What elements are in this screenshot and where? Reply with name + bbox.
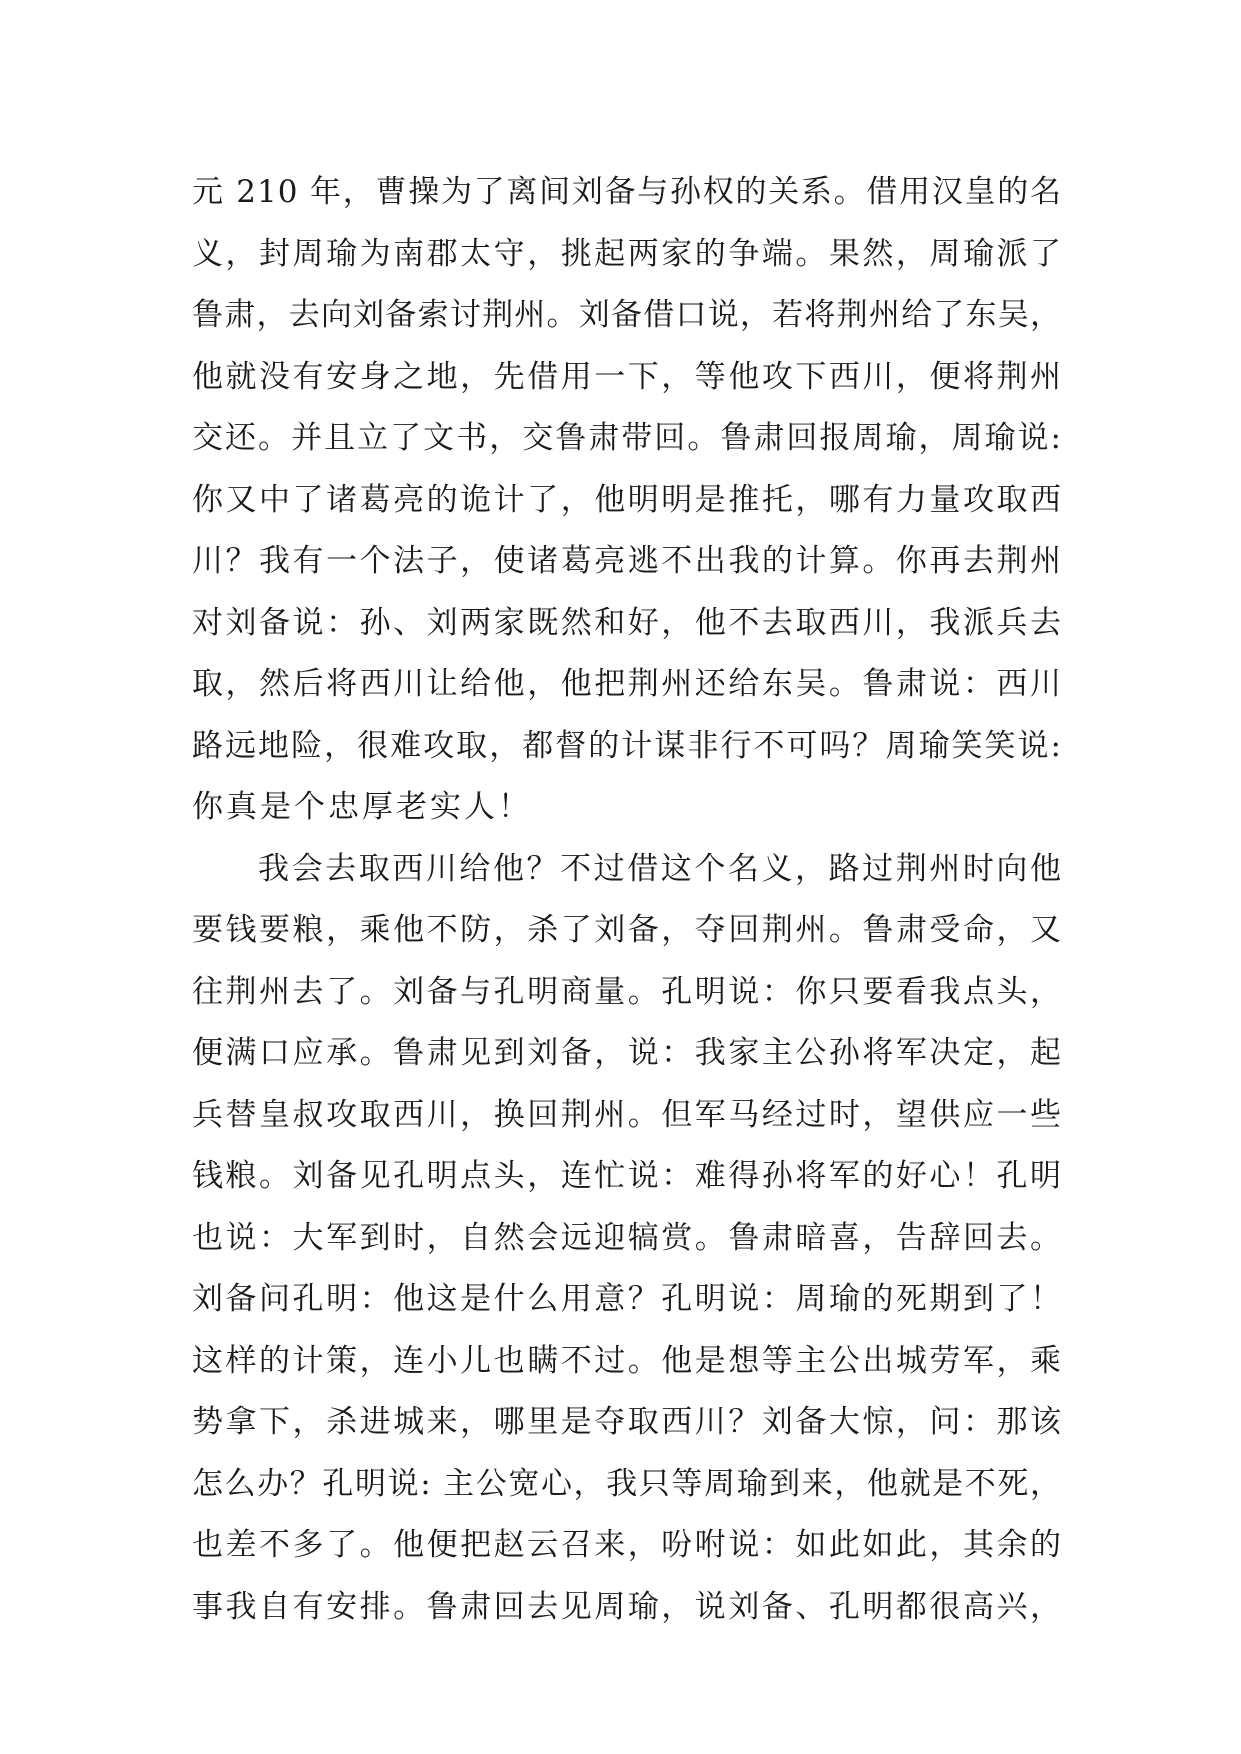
text-line: 往荆州去了。刘备与孔明商量。孔明说：你只要看我点头， (192, 973, 1062, 1010)
text-line: 便满口应承。鲁肃见到刘备，说：我家主公孙将军决定，起 (192, 1035, 1062, 1071)
text-line: 取，然后将西川让给他，他把荆州还给东吴。鲁肃说：西川 (192, 666, 1062, 702)
text-line: 也差不多了。他便把赵云召来，吩咐说：如此如此，其余的 (192, 1527, 1062, 1563)
text-line: 你真是个忠厚老实人！ (192, 789, 532, 825)
text-line: 怎么办？孔明说: 主公宽心，我只等周瑜到来，他就是不死， (192, 1465, 1062, 1502)
text-line: 路远地险，很难攻取，都督的计谋非行不可吗？周瑜笑笑说: (192, 727, 1062, 764)
text-line: 义，封周瑜为南郡太守，挑起两家的争端。果然，周瑜派了 (192, 235, 1062, 272)
text-line: 交还。并且立了文书，交鲁肃带回。鲁肃回报周瑜，周瑜说: (192, 420, 1062, 456)
text-line: 我会去取西川给他？不过借这个名义，路过荆州时向他 (258, 850, 1062, 887)
text-line: 川？我有一个法子，使诸葛亮逃不出我的计算。你再去荆州 (192, 543, 1062, 579)
text-line: 元 210 年，曹操为了离间刘备与孙权的关系。借用汉皇的名 (192, 174, 1062, 210)
text-line: 要钱要粮，乘他不防，杀了刘备，夺回荆州。鲁肃受命，又 (192, 912, 1062, 948)
text-line: 钱粮。刘备见孔明点头，连忙说：难得孙将军的好心！孔明 (192, 1158, 1062, 1194)
text-line: 鲁肃，去向刘备索讨荆州。刘备借口说，若将荆州给了东吴， (192, 297, 1062, 333)
text-line: 兵替皇叔攻取西川，换回荆州。但军马经过时，望供应一些 (192, 1096, 1062, 1133)
text-line: 这样的计策，连小儿也瞒不过。他是想等主公出城劳军，乘 (192, 1342, 1062, 1379)
text-line: 你又中了诸葛亮的诡计了，他明明是推托，哪有力量攻取西 (192, 481, 1062, 518)
body-text (192, 162, 1062, 1638)
text-line: 他就没有安身之地，先借用一下，等他攻下西川，便将荆州 (192, 358, 1062, 395)
text-line: 刘备问孔明：他这是什么用意？孔明说：周瑜的死期到了！ (192, 1281, 1062, 1317)
paragraph-1 (192, 162, 1062, 839)
text-line: 事我自有安排。鲁肃回去见周瑜，说刘备、孔明都很高兴， (192, 1588, 1062, 1625)
text-line: 势拿下，杀进城来，哪里是夺取西川？刘备大惊，问：那该 (192, 1404, 1062, 1440)
text-line: 对刘备说：孙、刘两家既然和好，他不去取西川，我派兵去 (192, 604, 1062, 641)
text-line: 也说：大军到时，自然会远迎犒赏。鲁肃暗喜，告辞回去。 (192, 1219, 1062, 1256)
paragraph-2 (192, 839, 1062, 1639)
